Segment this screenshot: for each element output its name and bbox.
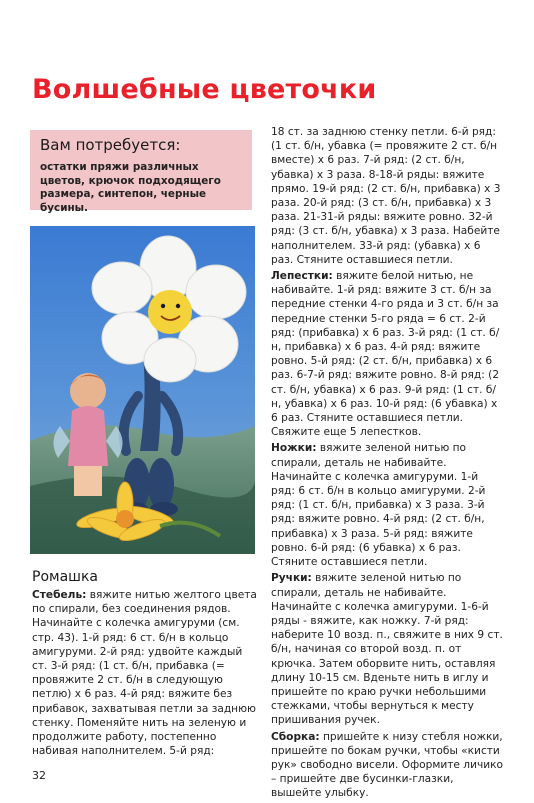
supplies-list: остатки пряжи различных цветов, крючок подходящего размера, синтепон, черные бусины.	[40, 161, 221, 214]
arms-instructions: вяжите зеленой нитью по спирали, деталь не набивайте. Начинайте с колечка амигуруми. 1-6-й ряды - вяжите, как ножку. 7-й ряд: наберите 10 возд. п., свяжите в них 9 ст. б/н, начиная со второй возд. п. от крючка. Затем оборвите нить, оставляя длину 10-15 см. Вденьте нить в иглу и пришейте по краю ручки небольшими стежками, чтобы вернуться к месту пришивания ручек.	[271, 572, 503, 727]
page-number: 32	[32, 769, 46, 782]
left-column-text	[32, 588, 260, 760]
assembly-instructions: пришейте к низу стебля ножки, пришейте по бокам ручки, чтобы «кисти рук» свободно висели. Оформите личико – пришейте две бусинки-глазки, вышейте улыбку.	[271, 730, 503, 800]
petals-label: Лепестки:	[271, 270, 333, 283]
stem-instructions: вяжите нитью желтого цвета по спирали, без соединения рядов. Начинайте с колечка амигуруми (см. стр. 43). 1-й ряд: 6 ст. б/н в кольцо амигуруми. 2-й ряд: удвойте каждый ст. 3-й ряд: (1 ст. б/н, прибавка (= провяжите 2 ст. б/н в следующую петлю) x 6 раз. 4-й ряд: вяжите без прибавок, захватывая петли за заднюю стенку. Поменяйте нить на зеленую и продолжите работу, постепенно набивая наполнителем. 5-й ряд:	[32, 589, 257, 758]
supplies-box	[30, 130, 252, 214]
page-title: Волшебные цветочки	[32, 74, 377, 105]
legs-instructions: вяжите зеленой нитью по спирали, деталь не набивайте. Начинайте с колечка амигуруми. 1-й ряд: 6 ст. б/н в кольцо амигуруми. 2-й ряд: (1 ст. б/н, прибавка) x 3 раза. 3-й ряд: вяжите ровно. 4-й ряд: (2 ст. б/н, прибавка) x 3 раза. 5-й ряд: вяжите ровно. 6-й ряд: (6 убавка) x 6 раз. Стяните оставшиеся петли.	[271, 442, 486, 569]
supplies-heading: Вам потребуется:	[40, 136, 181, 154]
assembly-label: Сборка:	[271, 730, 320, 743]
right-column-text	[271, 125, 503, 803]
arms-label: Ручки:	[271, 572, 312, 585]
stem-continued: 18 ст. за заднюю стенку петли. 6-й ряд: (1 ст. б/н, убавка (= провяжите 2 ст. б/н вместе) x 6 раз. 7-й ряд: (2 ст. б/н, убавка) x 3 раза. 8-18-й ряды: вяжите прямо. 19-й ряд: (2 ст. б/н, прибавка) x 3 раза. 20-й ряд: (3 ст. б/н, прибавка) x 3 раза. 21-31-й ряды: вяжите ровно. 32-й ряд: (3 ст. б/н, убавка) x 3 раза. Набейте наполнителем. 33-й ряд: (убавка) x 6 раз. Стяните оставшиеся петли.	[271, 126, 501, 266]
daisy-toy-photo	[30, 226, 255, 554]
legs-label: Ножки:	[271, 442, 317, 455]
section-title-daisy: Ромашка	[32, 569, 98, 585]
stem-label: Стебель:	[32, 589, 87, 601]
petals-instructions: вяжите белой нитью, не набивайте. 1-й ряд: вяжите 3 ст. б/н за передние стенки 4-го ряда и 3 ст. б/н за передние стенки 5-го ряда = 6 ст. 2-й ряд: (прибавка) x 6 раз. 3-й ряд: (1 ст. б/н, прибавка) x 6 раз. 4-й ряд: вяжите ровно. 5-й ряд: (2 ст. б/н, прибавка) x 6 раз. 6-7-й ряд: вяжите ровно. 8-й ряд: (2 ст. б/н, убавка) x 6 раз. 9-й ряд: (1 ст. б/н, убавка) x 6 раз. 10-й ряд: (6 убавка) x 6 раз. Стяните оставшиеся петли. Свяжите еще 5 лепестков.	[271, 270, 500, 439]
